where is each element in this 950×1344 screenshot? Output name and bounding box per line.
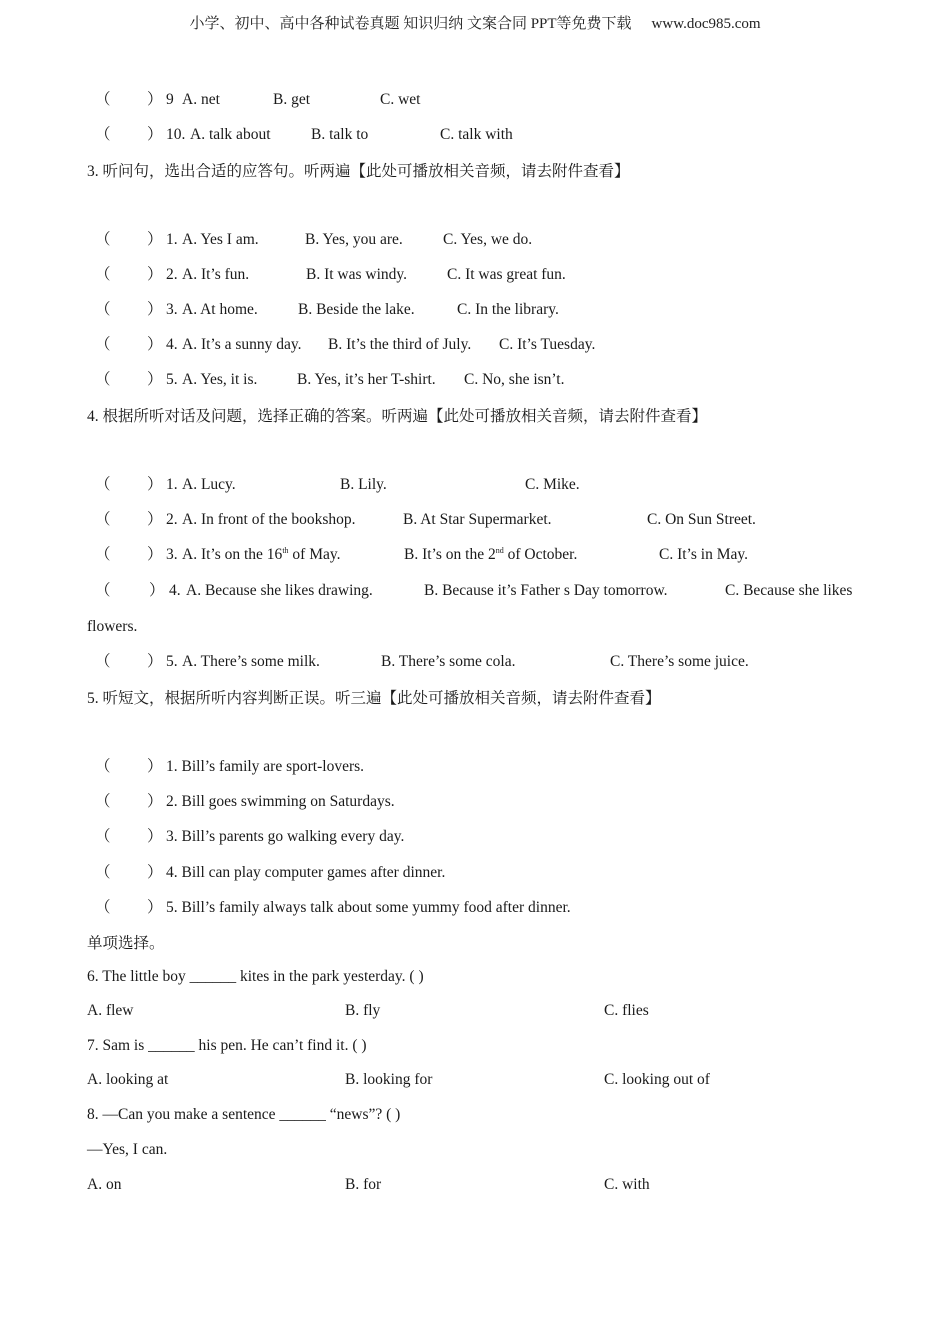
option-a: A. There’s some milk. [182,653,320,670]
option-a: A. Yes I am. [182,231,259,248]
option-b: B. get [273,91,311,108]
question-row: （ ） 1. A. Yes I am. B. Yes, you are. C. Yes, we do. [0,229,800,251]
question-number: 3. [166,301,178,318]
statement-row: （ ） 1. Bill’s family are sport-lovers. [0,756,800,778]
question-row: （ ） 2. A. In front of the bookshop. B. At Star Supermarket. C. On Sun Street. [0,509,800,531]
statement-row: （ ） 2. Bill goes swimming on Saturdays. [0,791,800,813]
option-b: B. Yes, you are. [305,231,403,248]
option-c[interactable]: C. looking out of [604,1071,710,1088]
question-number: 4. [166,336,178,353]
option-c: C. Because she likes [725,582,853,599]
option-a: A. talk about [190,126,271,143]
options-row [87,1000,787,1022]
option-a[interactable]: A. flew [87,1002,134,1019]
single-choice-title: 单项选择。 [87,935,165,952]
option-a: A. Yes, it is. [182,371,258,388]
question-number: 5. [166,371,178,388]
statement-text: 1. Bill’s family are sport-lovers. [166,758,365,775]
section-5-title: 5. 听短文，根据所听内容判断正误。听三遍【此处可播放相关音频，请去附件查看】 [87,690,661,707]
statement-row: （ ） 4. Bill can play computer games after dinner. [0,862,800,884]
question-row: （ ） 10. A. talk about B. talk to C. talk with [0,124,800,146]
question-number: 3. [166,546,178,563]
statement-text: 4. Bill can play computer games after dinner. [166,864,446,881]
dialogue-reply: —Yes, I can. [87,1141,168,1158]
section-4-title: 4. 根据所听对话及问题，选择正确的答案。听两遍【此处可播放相关音频，请去附件查看】 [87,408,708,425]
question-row: （ ） 4. A. Because she likes drawing. B. Because it’s Father s Day tomorrow. C. Because she likes [0,580,880,602]
question-stem: 6. The little boy ______ kites in the park yesterday. ( ) [87,968,424,985]
question-row: （ ） 5. A. Yes, it is. B. Yes, it’s her T-shirt. C. No, she isn’t. [0,369,800,391]
option-c: C. No, she isn’t. [464,371,565,388]
option-c-continued: flowers. [87,618,138,635]
question-number: 2. [166,511,178,528]
option-a: A. It’s fun. [182,266,250,283]
question-row: （ ） 2. A. It’s fun. B. It was windy. C. It was great fun. [0,264,800,286]
statement-text: 3. Bill’s parents go walking every day. [166,828,405,845]
question-row: （ ） 4. A. It’s a sunny day. B. It’s the third of July. C. It’s Tuesday. [0,334,800,356]
option-c: C. It’s Tuesday. [499,336,596,353]
option-c: C. Mike. [525,476,580,493]
statement-text: 5. Bill’s family always talk about some yummy food after dinner. [166,899,571,916]
option-b: B. talk to [311,126,369,143]
page-header [0,12,950,33]
option-b: B. Because it’s Father s Day tomorrow. [424,582,668,599]
statement-text: 2. Bill goes swimming on Saturdays. [166,793,395,810]
question-stem: 8. —Can you make a sentence ______ “news”? ( ) [87,1106,401,1123]
option-b: B. It’s the third of July. [328,336,472,353]
option-c: C. In the library. [457,301,559,318]
option-b[interactable]: B. fly [345,1002,381,1019]
option-a[interactable]: A. looking at [87,1071,169,1088]
option-b[interactable]: B. for [345,1176,382,1193]
option-a: A. Because she likes drawing. [186,582,373,599]
option-c: C. wet [380,91,421,108]
question-number: 10. [166,126,186,143]
option-a: A. Lucy. [182,476,236,493]
section-3-title: 3. 听问句，选出合适的应答句。听两遍【此处可播放相关音频，请去附件查看】 [87,163,630,180]
question-row: （ ） 1. A. Lucy. B. Lily. C. Mike. [0,474,800,496]
header-text: 小学、初中、高中各种试卷真题 知识归纳 文案合同 PPT等免费下载 [189,16,632,32]
option-c: C. On Sun Street. [647,511,756,528]
option-c: C. Yes, we do. [443,231,533,248]
question-number: 5. [166,653,178,670]
question-row: （ ） 3. A. At home. B. Beside the lake. C. In the library. [0,299,800,321]
statement-row: （ ） 3. Bill’s parents go walking every day. [0,826,800,848]
option-b: B. At Star Supermarket. [403,511,552,528]
option-a: A. It’s a sunny day. [182,336,302,353]
option-c[interactable]: C. flies [604,1002,649,1019]
option-b: B. Lily. [340,476,387,493]
option-a: A. net [182,91,220,108]
options-row [87,1069,787,1091]
option-b: B. There’s some cola. [381,653,516,670]
question-stem: 7. Sam is ______ his pen. He can’t find it. ( ) [87,1037,367,1054]
option-a[interactable]: A. on [87,1176,122,1193]
option-a: A. It’s on the 16th of May. [182,545,341,563]
option-c[interactable]: C. with [604,1176,650,1193]
question-number: 9 [166,91,174,108]
question-row: （ ） 5. A. There’s some milk. B. There’s some cola. C. There’s some juice. [0,651,800,673]
option-c: C. There’s some juice. [610,653,749,670]
question-number: 1. [166,476,178,493]
question-row: （ ） 3. A. It’s on the 16th of May. B. It’s on the 2nd of October. C. It’s in May. [0,544,800,566]
option-c: C. It was great fun. [447,266,566,283]
option-b: B. Beside the lake. [298,301,415,318]
option-b: B. It’s on the 2nd of October. [404,545,578,563]
question-number: 1. [166,231,178,248]
question-number: 4. [169,582,181,599]
question-row: （ ） 9 A. net B. get C. wet [0,89,800,111]
option-b: B. It was windy. [306,266,408,283]
option-c: C. talk with [440,126,513,143]
option-a: A. At home. [182,301,258,318]
header-site: www.doc985.com [651,16,761,32]
statement-row: （ ） 5. Bill’s family always talk about some yummy food after dinner. [0,897,800,919]
option-c: C. It’s in May. [659,546,748,563]
option-b: B. Yes, it’s her T-shirt. [297,371,436,388]
options-row [87,1174,787,1196]
option-b[interactable]: B. looking for [345,1071,433,1088]
question-number: 2. [166,266,178,283]
option-a: A. In front of the bookshop. [182,511,356,528]
